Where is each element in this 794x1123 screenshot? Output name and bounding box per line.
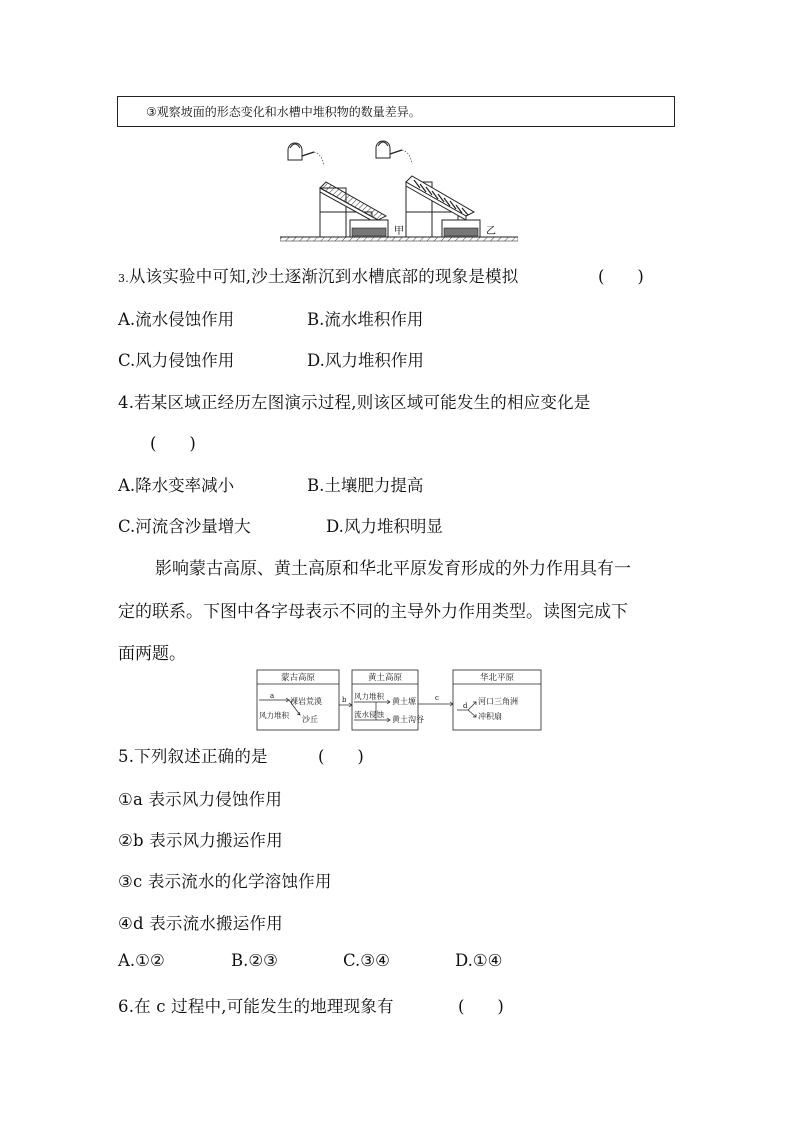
question-4-answer-blank: ( ) — [150, 434, 196, 453]
question-5-statement-3: ③c 表示流水的化学溶蚀作用 — [118, 872, 332, 891]
question-3-number: 3. — [118, 272, 129, 285]
question-3-option-a: A.流水侵蚀作用 — [118, 310, 235, 329]
question-5-answer-blank: ( ) — [318, 747, 364, 766]
intro-line-1: 影响蒙古高原、黄土高原和华北平原发育形成的外力作用具有一 — [155, 559, 631, 579]
label-wind-deposit-2: 风力堆积 — [354, 692, 384, 701]
label-alluvial-fan: 冲积扇 — [478, 712, 502, 721]
question-3 — [118, 263, 518, 287]
note-text: ③观察坡面的形态变化和水槽中堆积物的数量差异。 — [146, 105, 421, 119]
question-4-option-d: D.风力堆积明显 — [326, 517, 443, 536]
question-4-option-a: A.降水变率减小 — [118, 476, 235, 495]
watering-can-icon — [288, 143, 324, 166]
box3-title: 华北平原 — [480, 673, 515, 683]
box2-title: 黄土高原 — [368, 673, 403, 683]
watering-can-icon — [376, 141, 412, 164]
intro-line-2: 定的联系。下图中各字母表示不同的主导外力作用类型。读图完成下 — [118, 602, 628, 622]
box1-title: 蒙古高原 — [281, 673, 316, 683]
label-wind-deposit-1: 风力堆积 — [259, 711, 289, 720]
letter-b: b — [342, 696, 347, 704]
experiment-figure — [280, 140, 518, 246]
label-dune: 沙丘 — [302, 715, 318, 724]
question-4-option-c: C.河流含沙量增大 — [118, 517, 251, 536]
letter-c: c — [435, 694, 439, 702]
label-water-erosion: 流水侵蚀 — [354, 710, 384, 719]
letter-d: d — [463, 702, 468, 710]
question-6-answer-blank: ( ) — [458, 997, 504, 1016]
letter-a: a — [270, 692, 275, 700]
question-5-statement-2: ②b 表示风力搬运作用 — [118, 831, 283, 850]
setup-yi — [376, 141, 496, 237]
question-5-option-a: A.①② — [118, 951, 165, 970]
question-5-statement-1: ①a 表示风力侵蚀作用 — [118, 790, 283, 809]
label-loess-gully: 黄土沟谷 — [392, 715, 424, 724]
question-6-stem: 6.在 c 过程中,可能发生的地理现象有 — [118, 997, 394, 1016]
label-bare-rock-desert: 裸岩荒漠 — [290, 697, 322, 706]
question-5-option-b: B.②③ — [231, 951, 278, 970]
label-loess-tableland: 黄土塬 — [392, 697, 416, 706]
external-forces-diagram — [256, 669, 542, 731]
question-3-stem: 从该实验中可知,沙土逐渐沉到水槽底部的现象是模拟 — [128, 267, 519, 286]
question-3-option-b: B.流水堆积作用 — [307, 310, 424, 329]
question-5-option-c: C.③④ — [343, 951, 390, 970]
label-jia: 甲 — [394, 226, 404, 237]
label-river-delta: 河口三角洲 — [478, 697, 518, 706]
question-5-statement-4: ④d 表示流水搬运作用 — [118, 914, 283, 933]
intro-line-3: 面两题。 — [118, 644, 186, 664]
label-yi: 乙 — [486, 226, 496, 237]
experiment-step-note — [117, 96, 675, 127]
question-4-stem: 4.若某区域正经历左图演示过程,则该区域可能发生的相应变化是 — [118, 393, 591, 412]
question-3-option-c: C.风力侵蚀作用 — [118, 351, 235, 370]
ground-base — [280, 237, 518, 241]
question-5-option-d: D.①④ — [455, 951, 503, 970]
question-3-answer-blank: ( ) — [598, 267, 644, 286]
question-3-option-d: D.风力堆积作用 — [307, 351, 424, 370]
question-4-option-b: B.土壤肥力提高 — [307, 476, 424, 495]
question-5-stem: 5.下列叙述正确的是 — [118, 747, 268, 766]
